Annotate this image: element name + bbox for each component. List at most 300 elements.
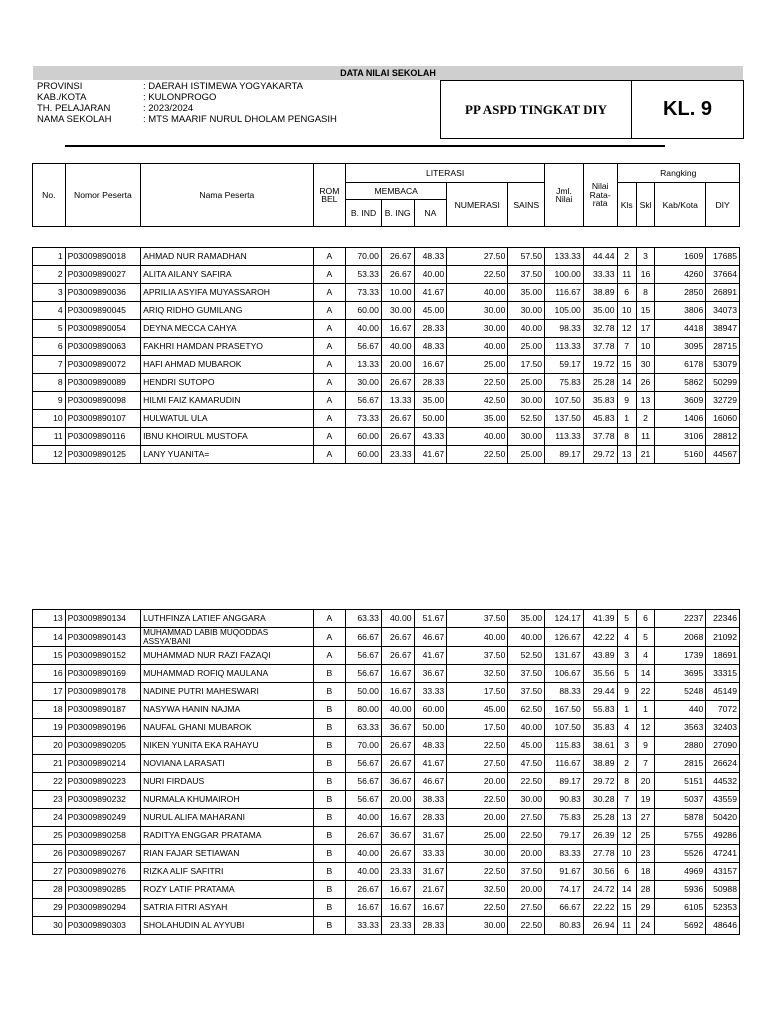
cell-skl: 5: [636, 628, 654, 647]
cell-kls: 6: [617, 284, 636, 302]
cell-b-ind: 63.33: [346, 610, 382, 628]
cell-numerasi: 40.00: [447, 284, 508, 302]
cell-kls: 10: [617, 302, 636, 320]
cell-kls: 7: [617, 791, 636, 809]
cell-skl: 29: [636, 899, 654, 917]
cell-kls: 8: [617, 773, 636, 791]
cell-skl: 24: [636, 917, 654, 935]
cell-numerasi: 40.00: [447, 628, 508, 647]
cell-sains: 17.50: [508, 356, 545, 374]
cell-no: 17: [33, 683, 66, 701]
cell-na: 28.33: [414, 809, 447, 827]
info-row: [37, 103, 337, 114]
cell-b-ind: 40.00: [346, 320, 382, 338]
cell-no: 12: [33, 446, 66, 464]
cell-rombel: A: [313, 338, 346, 356]
cell-nomor-peserta: P03009890205: [65, 737, 140, 755]
cell-rombel: A: [313, 446, 346, 464]
cell-na: 33.33: [414, 845, 447, 863]
school-info: [37, 81, 337, 125]
cell-b-ind: 50.00: [346, 683, 382, 701]
cell-diy: 53079: [706, 356, 740, 374]
cell-nilai-rata-rata: 24.72: [583, 881, 617, 899]
cell-nilai-rata-rata: 30.56: [583, 863, 617, 881]
cell-nilai-rata-rata: 25.28: [583, 809, 617, 827]
cell-b-ing: 16.67: [381, 665, 414, 683]
cell-kab-kota: 3695: [655, 665, 706, 683]
cell-b-ing: 30.00: [381, 302, 414, 320]
cell-b-ing: 26.67: [381, 266, 414, 284]
cell-nomor-peserta: P03009890045: [65, 302, 140, 320]
cell-rombel: B: [313, 863, 346, 881]
cell-diy: 49286: [706, 827, 740, 845]
cell-nama-peserta: NADINE PUTRI MAHESWARI: [141, 683, 313, 701]
cell-diy: 44567: [706, 446, 740, 464]
cell-nilai-rata-rata: 44.44: [583, 248, 617, 266]
cell-b-ing: 26.67: [381, 628, 414, 647]
cell-diy: 48646: [706, 917, 740, 935]
info-row: [37, 92, 337, 103]
cell-jml-nilai: 98.33: [545, 320, 584, 338]
header-b-ind: B. IND: [346, 200, 382, 227]
cell-kab-kota: 6105: [655, 899, 706, 917]
cell-b-ind: 40.00: [346, 845, 382, 863]
cell-no: 25: [33, 827, 66, 845]
cell-numerasi: 22.50: [447, 374, 508, 392]
cell-no: 28: [33, 881, 66, 899]
cell-sains: 40.00: [508, 320, 545, 338]
cell-rombel: A: [313, 610, 346, 628]
cell-nomor-peserta: P03009890152: [65, 647, 140, 665]
table-row: [33, 338, 740, 356]
cell-kab-kota: 5862: [655, 374, 706, 392]
cell-b-ind: 30.00: [346, 374, 382, 392]
cell-nama-peserta: IBNU KHOIRUL MUSTOFA: [141, 428, 313, 446]
cell-na: 50.00: [414, 719, 447, 737]
header-sains: SAINS: [508, 183, 545, 227]
cell-numerasi: 17.50: [447, 719, 508, 737]
cell-no: 9: [33, 392, 66, 410]
info-row: [37, 114, 337, 125]
cell-skl: 25: [636, 827, 654, 845]
cell-jml-nilai: 167.50: [545, 701, 584, 719]
cell-skl: 26: [636, 374, 654, 392]
cell-na: 31.67: [414, 827, 447, 845]
cell-skl: 8: [636, 284, 654, 302]
cell-na: 46.67: [414, 773, 447, 791]
cell-nilai-rata-rata: 38.89: [583, 284, 617, 302]
cell-nomor-peserta: P03009890267: [65, 845, 140, 863]
cell-rombel: B: [313, 881, 346, 899]
cell-nama-peserta: DEYNA MECCA CAHYA: [141, 320, 313, 338]
cell-nama-peserta: SHOLAHUDIN AL AYYUBI: [141, 917, 313, 935]
cell-b-ing: 23.33: [381, 446, 414, 464]
cell-nilai-rata-rata: 41.39: [583, 610, 617, 628]
cell-nama-peserta: ALITA AILANY SAFIRA: [141, 266, 313, 284]
cell-sains: 20.00: [508, 845, 545, 863]
cell-nomor-peserta: P03009890187: [65, 701, 140, 719]
cell-nilai-rata-rata: 35.83: [583, 719, 617, 737]
cell-sains: 27.50: [508, 899, 545, 917]
header-jml-nilai: Jml. Nilai: [545, 164, 584, 227]
cell-numerasi: 35.00: [447, 410, 508, 428]
cell-b-ind: 56.67: [346, 773, 382, 791]
cell-no: 23: [33, 791, 66, 809]
cell-nilai-rata-rata: 38.61: [583, 737, 617, 755]
cell-b-ing: 26.67: [381, 755, 414, 773]
cell-b-ind: 63.33: [346, 719, 382, 737]
cell-kls: 13: [617, 446, 636, 464]
cell-kab-kota: 5037: [655, 791, 706, 809]
cell-b-ing: 13.33: [381, 392, 414, 410]
cell-sains: 47.50: [508, 755, 545, 773]
cell-jml-nilai: 116.67: [545, 755, 584, 773]
cell-b-ing: 23.33: [381, 917, 414, 935]
cell-b-ing: 26.67: [381, 647, 414, 665]
cell-diy: 7072: [706, 701, 740, 719]
cell-nomor-peserta: P03009890125: [65, 446, 140, 464]
cell-b-ind: 60.00: [346, 446, 382, 464]
cell-sains: 52.50: [508, 410, 545, 428]
cell-nomor-peserta: P03009890232: [65, 791, 140, 809]
cell-jml-nilai: 75.83: [545, 374, 584, 392]
cell-sains: 57.50: [508, 248, 545, 266]
cell-b-ing: 16.67: [381, 899, 414, 917]
cell-nama-peserta: NAUFAL GHANI MUBAROK: [141, 719, 313, 737]
class-label: KL. 9: [631, 80, 744, 139]
header-na: NA: [414, 200, 447, 227]
cell-no: 22: [33, 773, 66, 791]
cell-diy: 17685: [706, 248, 740, 266]
cell-kab-kota: 5755: [655, 827, 706, 845]
cell-jml-nilai: 80.83: [545, 917, 584, 935]
cell-numerasi: 30.00: [447, 845, 508, 863]
aspd-title: PP ASPD TINGKAT DIY: [440, 80, 632, 139]
cell-nilai-rata-rata: 33.33: [583, 266, 617, 284]
cell-nama-peserta: NURMALA KHUMAIROH: [141, 791, 313, 809]
cell-nomor-peserta: P03009890036: [65, 284, 140, 302]
cell-nomor-peserta: P03009890196: [65, 719, 140, 737]
cell-diy: 34073: [706, 302, 740, 320]
header-b-ing: B. ING: [381, 200, 414, 227]
cell-na: 28.33: [414, 374, 447, 392]
cell-rombel: A: [313, 356, 346, 374]
cell-kls: 11: [617, 266, 636, 284]
grades-table-top: [32, 247, 740, 464]
cell-na: 31.67: [414, 863, 447, 881]
cell-nomor-peserta: P03009890018: [65, 248, 140, 266]
cell-nama-peserta: LUTHFINZA LATIEF ANGGARA: [141, 610, 313, 628]
cell-skl: 27: [636, 809, 654, 827]
cell-sains: 35.00: [508, 610, 545, 628]
cell-sains: 22.50: [508, 773, 545, 791]
cell-diy: 28812: [706, 428, 740, 446]
cell-b-ing: 26.67: [381, 248, 414, 266]
cell-b-ing: 40.00: [381, 338, 414, 356]
cell-b-ind: 60.00: [346, 428, 382, 446]
cell-nomor-peserta: P03009890072: [65, 356, 140, 374]
cell-no: 5: [33, 320, 66, 338]
table-row: [33, 809, 740, 827]
info-value: : DAERAH ISTIMEWA YOGYAKARTA: [143, 81, 303, 92]
cell-no: 11: [33, 428, 66, 446]
cell-kab-kota: 2068: [655, 628, 706, 647]
cell-na: 46.67: [414, 628, 447, 647]
cell-b-ing: 20.00: [381, 791, 414, 809]
table-row: [33, 701, 740, 719]
cell-sains: 30.00: [508, 392, 545, 410]
table-row: [33, 773, 740, 791]
info-label: KAB./KOTA: [37, 92, 87, 103]
cell-numerasi: 40.00: [447, 428, 508, 446]
cell-diy: 50988: [706, 881, 740, 899]
header-diy: DIY: [706, 183, 740, 227]
cell-jml-nilai: 74.17: [545, 881, 584, 899]
cell-nama-peserta: SATRIA FITRI ASYAH: [141, 899, 313, 917]
cell-b-ing: 36.67: [381, 827, 414, 845]
divider: [65, 145, 665, 147]
cell-na: 16.67: [414, 356, 447, 374]
cell-kab-kota: 1609: [655, 248, 706, 266]
info-label: PROVINSI: [37, 81, 83, 92]
table-row: [33, 284, 740, 302]
cell-na: 28.33: [414, 320, 447, 338]
cell-nilai-rata-rata: 22.22: [583, 899, 617, 917]
cell-nama-peserta: HENDRI SUTOPO: [141, 374, 313, 392]
cell-b-ing: 20.00: [381, 356, 414, 374]
cell-diy: 43157: [706, 863, 740, 881]
cell-no: 10: [33, 410, 66, 428]
header-nilai-rata-rata: Nilai Rata- rata: [583, 164, 617, 227]
cell-rombel: A: [313, 248, 346, 266]
cell-nama-peserta: APRILIA ASYIFA MUYASSAROH: [141, 284, 313, 302]
cell-nomor-peserta: P03009890223: [65, 773, 140, 791]
table-row: [33, 899, 740, 917]
cell-b-ing: 26.67: [381, 410, 414, 428]
cell-numerasi: 25.00: [447, 827, 508, 845]
cell-diy: 27090: [706, 737, 740, 755]
cell-skl: 11: [636, 428, 654, 446]
header-numerasi: NUMERASI: [447, 183, 508, 227]
cell-kab-kota: 2237: [655, 610, 706, 628]
cell-b-ind: 53.33: [346, 266, 382, 284]
cell-nama-peserta: RADITYA ENGGAR PRATAMA: [141, 827, 313, 845]
cell-nama-peserta: MUHAMMAD NUR RAZI FAZAQI: [141, 647, 313, 665]
cell-nama-peserta: HILMI FAIZ KAMARUDIN: [141, 392, 313, 410]
cell-nama-peserta: ARIQ RIDHO GUMILANG: [141, 302, 313, 320]
table-row: [33, 428, 740, 446]
cell-nomor-peserta: P03009890178: [65, 683, 140, 701]
cell-nomor-peserta: P03009890116: [65, 428, 140, 446]
cell-nama-peserta: NURUL ALIFA MAHARANI: [141, 809, 313, 827]
cell-sains: 45.00: [508, 737, 545, 755]
cell-sains: 25.00: [508, 338, 545, 356]
cell-sains: 52.50: [508, 647, 545, 665]
cell-b-ind: 56.67: [346, 791, 382, 809]
cell-nilai-rata-rata: 25.28: [583, 374, 617, 392]
cell-diy: 18691: [706, 647, 740, 665]
info-value: : 2023/2024: [143, 103, 194, 114]
cell-numerasi: 32.50: [447, 881, 508, 899]
cell-jml-nilai: 124.17: [545, 610, 584, 628]
cell-kls: 10: [617, 845, 636, 863]
cell-nilai-rata-rata: 35.56: [583, 665, 617, 683]
cell-b-ind: 13.33: [346, 356, 382, 374]
table-row: [33, 446, 740, 464]
cell-numerasi: 37.50: [447, 647, 508, 665]
grades-table-bottom: [32, 609, 740, 935]
cell-na: 16.67: [414, 899, 447, 917]
cell-numerasi: 22.50: [447, 863, 508, 881]
cell-skl: 17: [636, 320, 654, 338]
cell-rombel: B: [313, 827, 346, 845]
cell-kab-kota: 3806: [655, 302, 706, 320]
cell-kls: 3: [617, 647, 636, 665]
header-literasi: LITERASI: [346, 164, 545, 183]
header-membaca: MEMBACA: [346, 183, 447, 200]
cell-sains: 22.50: [508, 917, 545, 935]
cell-no: 7: [33, 356, 66, 374]
cell-nama-peserta: NURI FIRDAUS: [141, 773, 313, 791]
cell-no: 21: [33, 755, 66, 773]
cell-nilai-rata-rata: 29.72: [583, 773, 617, 791]
cell-skl: 7: [636, 755, 654, 773]
cell-sains: 30.00: [508, 428, 545, 446]
cell-jml-nilai: 105.00: [545, 302, 584, 320]
cell-kab-kota: 5878: [655, 809, 706, 827]
cell-na: 35.00: [414, 392, 447, 410]
cell-kls: 2: [617, 248, 636, 266]
cell-kls: 2: [617, 755, 636, 773]
cell-kls: 15: [617, 899, 636, 917]
cell-nama-peserta: MUHAMMAD LABIB MUQODDAS ASSYA'BANI: [141, 628, 313, 647]
cell-rombel: B: [313, 899, 346, 917]
cell-jml-nilai: 137.50: [545, 410, 584, 428]
cell-no: 26: [33, 845, 66, 863]
cell-na: 41.67: [414, 446, 447, 464]
cell-nilai-rata-rata: 26.39: [583, 827, 617, 845]
cell-b-ind: 56.67: [346, 665, 382, 683]
cell-no: 8: [33, 374, 66, 392]
cell-kls: 9: [617, 392, 636, 410]
cell-nilai-rata-rata: 38.89: [583, 755, 617, 773]
cell-rombel: A: [313, 284, 346, 302]
header-nomor-peserta: Nomor Peserta: [65, 164, 140, 227]
cell-nilai-rata-rata: 42.22: [583, 628, 617, 647]
cell-kls: 15: [617, 356, 636, 374]
cell-nama-peserta: RIAN FAJAR SETIAWAN: [141, 845, 313, 863]
cell-sains: 27.50: [508, 809, 545, 827]
table-row: [33, 845, 740, 863]
info-label: NAMA SEKOLAH: [37, 114, 112, 125]
cell-skl: 23: [636, 845, 654, 863]
cell-nomor-peserta: P03009890054: [65, 320, 140, 338]
cell-sains: 62.50: [508, 701, 545, 719]
header-rangking: Rangking: [617, 164, 739, 183]
cell-skl: 28: [636, 881, 654, 899]
cell-nomor-peserta: P03009890107: [65, 410, 140, 428]
cell-b-ind: 56.67: [346, 647, 382, 665]
cell-nilai-rata-rata: 29.44: [583, 683, 617, 701]
cell-b-ing: 26.67: [381, 374, 414, 392]
cell-rombel: A: [313, 392, 346, 410]
cell-diy: 50299: [706, 374, 740, 392]
cell-kab-kota: 5692: [655, 917, 706, 935]
cell-jml-nilai: 116.67: [545, 284, 584, 302]
cell-nilai-rata-rata: 35.83: [583, 392, 617, 410]
cell-nomor-peserta: P03009890249: [65, 809, 140, 827]
cell-rombel: B: [313, 701, 346, 719]
cell-kab-kota: 4969: [655, 863, 706, 881]
cell-diy: 37664: [706, 266, 740, 284]
cell-jml-nilai: 107.50: [545, 392, 584, 410]
cell-na: 41.67: [414, 755, 447, 773]
cell-jml-nilai: 89.17: [545, 773, 584, 791]
cell-kls: 7: [617, 338, 636, 356]
cell-kab-kota: 5248: [655, 683, 706, 701]
cell-b-ind: 73.33: [346, 284, 382, 302]
cell-skl: 4: [636, 647, 654, 665]
cell-skl: 2: [636, 410, 654, 428]
cell-no: 30: [33, 917, 66, 935]
cell-sains: 22.50: [508, 827, 545, 845]
cell-no: 20: [33, 737, 66, 755]
table-row: [33, 737, 740, 755]
cell-numerasi: 30.00: [447, 302, 508, 320]
cell-nomor-peserta: P03009890063: [65, 338, 140, 356]
cell-kls: 9: [617, 683, 636, 701]
cell-skl: 9: [636, 737, 654, 755]
cell-jml-nilai: 131.67: [545, 647, 584, 665]
cell-numerasi: 45.00: [447, 701, 508, 719]
cell-kls: 6: [617, 863, 636, 881]
cell-skl: 13: [636, 392, 654, 410]
cell-numerasi: 22.50: [447, 266, 508, 284]
cell-na: 50.00: [414, 410, 447, 428]
cell-skl: 6: [636, 610, 654, 628]
cell-diy: 33315: [706, 665, 740, 683]
info-label: TH. PELAJARAN: [37, 103, 111, 114]
table-row: [33, 302, 740, 320]
cell-b-ind: 73.33: [346, 410, 382, 428]
cell-jml-nilai: 106.67: [545, 665, 584, 683]
cell-diy: 28715: [706, 338, 740, 356]
cell-diy: 26891: [706, 284, 740, 302]
cell-rombel: B: [313, 917, 346, 935]
cell-jml-nilai: 59.17: [545, 356, 584, 374]
cell-kab-kota: 5526: [655, 845, 706, 863]
cell-jml-nilai: 66.67: [545, 899, 584, 917]
cell-rombel: A: [313, 320, 346, 338]
cell-nama-peserta: RIZKA ALIF SAFITRI: [141, 863, 313, 881]
cell-kls: 14: [617, 374, 636, 392]
cell-na: 48.33: [414, 737, 447, 755]
cell-nilai-rata-rata: 32.78: [583, 320, 617, 338]
cell-jml-nilai: 89.17: [545, 446, 584, 464]
cell-jml-nilai: 133.33: [545, 248, 584, 266]
cell-nomor-peserta: P03009890214: [65, 755, 140, 773]
cell-nilai-rata-rata: 43.89: [583, 647, 617, 665]
cell-nilai-rata-rata: 30.28: [583, 791, 617, 809]
cell-diy: 50420: [706, 809, 740, 827]
cell-nilai-rata-rata: 26.94: [583, 917, 617, 935]
cell-skl: 14: [636, 665, 654, 683]
header-nama-peserta: Nama Peserta: [141, 164, 313, 227]
cell-kls: 5: [617, 610, 636, 628]
table-row: [33, 610, 740, 628]
cell-b-ind: 40.00: [346, 809, 382, 827]
cell-numerasi: 40.00: [447, 338, 508, 356]
